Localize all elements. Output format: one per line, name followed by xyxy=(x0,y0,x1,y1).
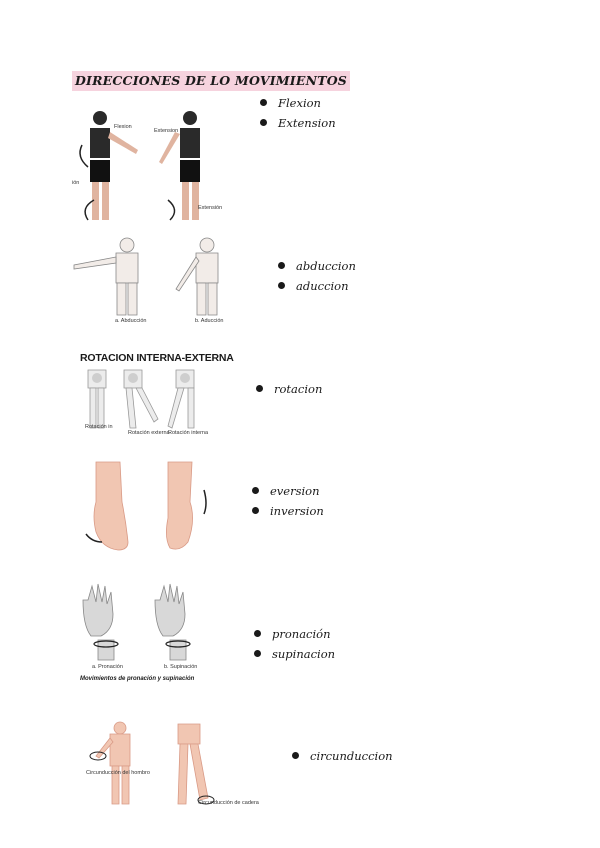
bullet-pronacion: pronación xyxy=(254,624,335,644)
bullet-abduccion: abduccion xyxy=(278,256,356,276)
bullet-circunduccion: circunduccion xyxy=(292,746,393,766)
fig-label-circunduccion-cadera: Circunducción de cadera xyxy=(198,800,259,806)
bullet-inversion: inversion xyxy=(252,501,324,521)
bullet-aduccion: aduccion xyxy=(278,276,356,296)
bullet-flexion: Flexion xyxy=(260,93,336,113)
page-title: DIRECCIONES DE LO MOVIMIENTOS xyxy=(72,71,350,91)
eversion-bullet-list xyxy=(252,481,324,521)
fig-label-circunduccion-hombro: Circunducción del hombro xyxy=(86,770,150,776)
fig-label-supinacion: b. Supinación xyxy=(164,664,198,670)
bullet-eversion: eversion xyxy=(252,481,324,501)
flexion-bullet-list xyxy=(260,93,336,133)
fig-label-rotacion-1: Rotación in xyxy=(85,424,113,430)
circunduccion-figure xyxy=(82,720,232,810)
abduccion-aduccion-figure xyxy=(72,235,232,325)
abduccion-bullet-list xyxy=(278,256,356,296)
fig-label-rotacion-2: Rotación externa xyxy=(128,430,170,436)
fig-label-cut: ión xyxy=(72,180,80,186)
rotacion-bullet-list xyxy=(256,379,322,399)
bullet-rotacion: rotacion xyxy=(256,379,322,399)
fig-label-extension-2: Extensión xyxy=(198,205,223,211)
rotacion-heading: ROTACION INTERNA-EXTERNA xyxy=(80,352,234,364)
pronacion-caption: Movimientos de pronación y supinación xyxy=(80,676,195,682)
fig-label-pronacion: a. Pronación xyxy=(92,664,123,670)
fig-label-rotacion-3: Rotación interna xyxy=(168,430,209,436)
fig-label-abduccion: a. Abducción xyxy=(115,318,147,324)
circunduccion-bullet-list xyxy=(292,746,393,766)
bullet-supinacion: supinacion xyxy=(254,644,335,664)
bullet-extension: Extension xyxy=(260,113,336,133)
fig-label-extension: Extension xyxy=(154,128,179,134)
pronacion-bullet-list xyxy=(254,624,335,664)
eversion-inversion-figure xyxy=(76,460,216,560)
fig-label-aduccion: b. Aducción xyxy=(195,318,224,324)
fig-label-flexion: Flexion xyxy=(114,124,132,130)
pronacion-supinacion-figure xyxy=(82,582,212,662)
